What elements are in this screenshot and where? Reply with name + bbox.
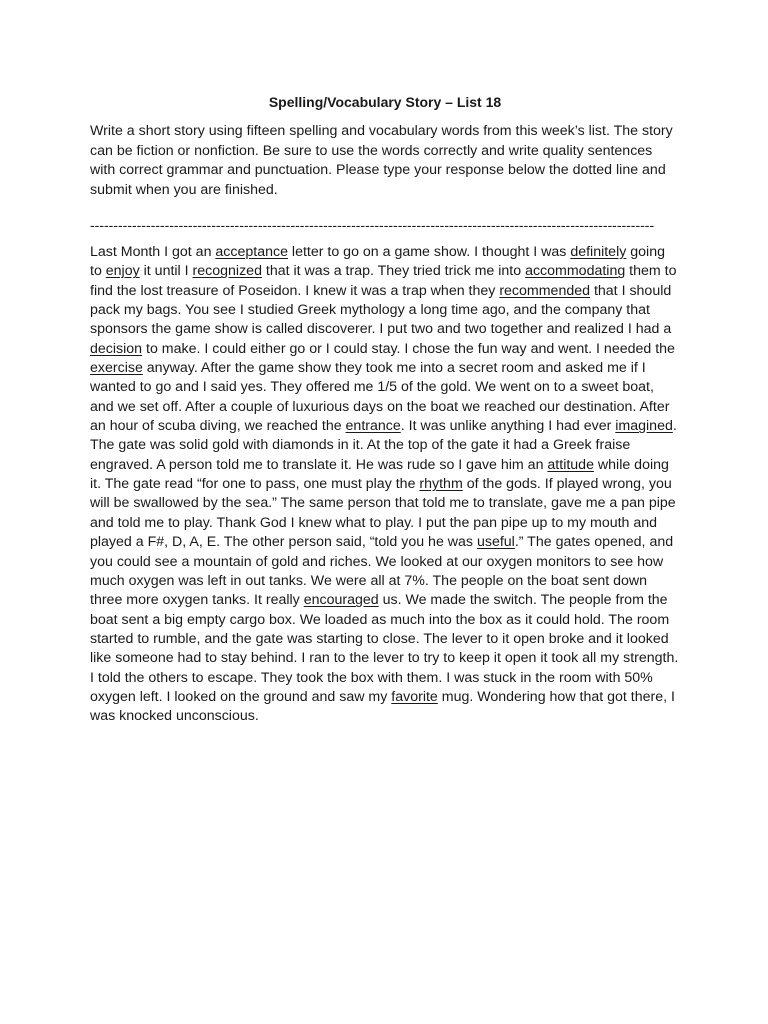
vocabulary-word: enjoy: [105, 263, 140, 280]
story-text: . The gate was solid gold with diamonds in it. At the top of the gate it had a Greek fraise engraved. A person told me to translate it. He was rude so I gave him an: [90, 418, 677, 473]
story-text: mug. Wondering how that got there, I was knocked unconscious.: [90, 688, 675, 725]
vocabulary-word: decision: [90, 340, 143, 357]
vocabulary-word: rhythm: [419, 476, 463, 493]
vocabulary-word: recognized: [192, 263, 262, 280]
document-page: [90, 92, 680, 741]
vocabulary-word: attitude: [547, 456, 594, 473]
story-paragraph: [90, 243, 680, 727]
story-text: . It was unlike anything I had ever: [400, 418, 616, 435]
story-text: .” The gates opened, and you could see a mountain of gold and riches. We looked at our oxygen monitors to see how much oxygen was left in out tanks. We were all at 7%. The people on the boat sent down three more oxygen tanks. It really: [90, 534, 674, 609]
story-text: going to: [90, 244, 665, 280]
vocabulary-word: entrance: [345, 418, 401, 435]
vocabulary-word: definitely: [570, 244, 627, 260]
story-text: to make. I could either go or I could stay. I chose the fun way and went. I needed the: [142, 340, 675, 357]
story-text: while doing it. The gate read “for one to pass, one must play the: [90, 456, 669, 493]
document-title: Spelling/Vocabulary Story – List 18: [268, 94, 502, 110]
story-text: anyway. After the game show they took me into a secret room and asked me if I wanted to go and I said yes. They offered me 1/5 of the gold. We went on to a sweet boat, and we set off. After a couple of luxurious days on the boat we reached our destination. After an hour of scuba diving, we reached the: [90, 360, 670, 435]
vocabulary-word: recommended: [499, 282, 591, 299]
vocabulary-word: acceptance: [215, 244, 288, 260]
vocabulary-word: exercise: [90, 360, 143, 377]
vocabulary-word: imagined: [615, 418, 673, 435]
vocabulary-word: useful: [476, 534, 515, 551]
story-text: letter to go on a game show. I thought I was: [287, 244, 571, 260]
story-text: that it was a trap. They tried trick me into: [261, 263, 526, 280]
dotted-divider: -------------------------------------------------------------------------------------------------------------------------: [90, 217, 655, 233]
story-text: of the gods. If played wrong, you will be swallowed by the sea.” The same person that told me to translate, gave me a pan pipe and told me to play. Thank God I knew what to play. I put the pan pipe up to my mouth and played a F#, D, A, E. The other person said, “told you he was: [90, 476, 676, 551]
story-text: that I should pack my bags. You see I studied Greek mythology a long time ago, and the company that sponsors the game show is called discoverer. I put two and two together and realized I had a: [90, 282, 672, 338]
vocabulary-word: favorite: [391, 688, 438, 705]
story-text: it until I: [139, 263, 193, 280]
vocabulary-word: accommodating: [525, 263, 626, 280]
instructions-paragraph: Write a short story using fifteen spelling and vocabulary words from this week’s list. The story can be fiction or nonfiction. Be sure to use the words correctly and write quality sentences with correct grammar and punctuation. Please type your response below the dotted line and submit when you are finished.: [90, 123, 673, 198]
story-text: them to find the lost treasure of Poseidon. I knew it was a trap when they: [90, 263, 677, 299]
vocabulary-word: encouraged: [303, 592, 379, 609]
story-text: us. We made the switch. The people from the boat sent a big empty cargo box. We loaded as much into the box as it could hold. The room started to rumble, and the gate was starting to close. The lever to it open broke and it looked like someone had to stay behind. I ran to the lever to try to keep it open it took all my strength. I told the others to escape. They took the box with them. I was stuck in the room with 50% oxygen left. I looked on the ground and saw my: [90, 592, 679, 705]
story-text: Last Month I got an: [90, 244, 216, 260]
